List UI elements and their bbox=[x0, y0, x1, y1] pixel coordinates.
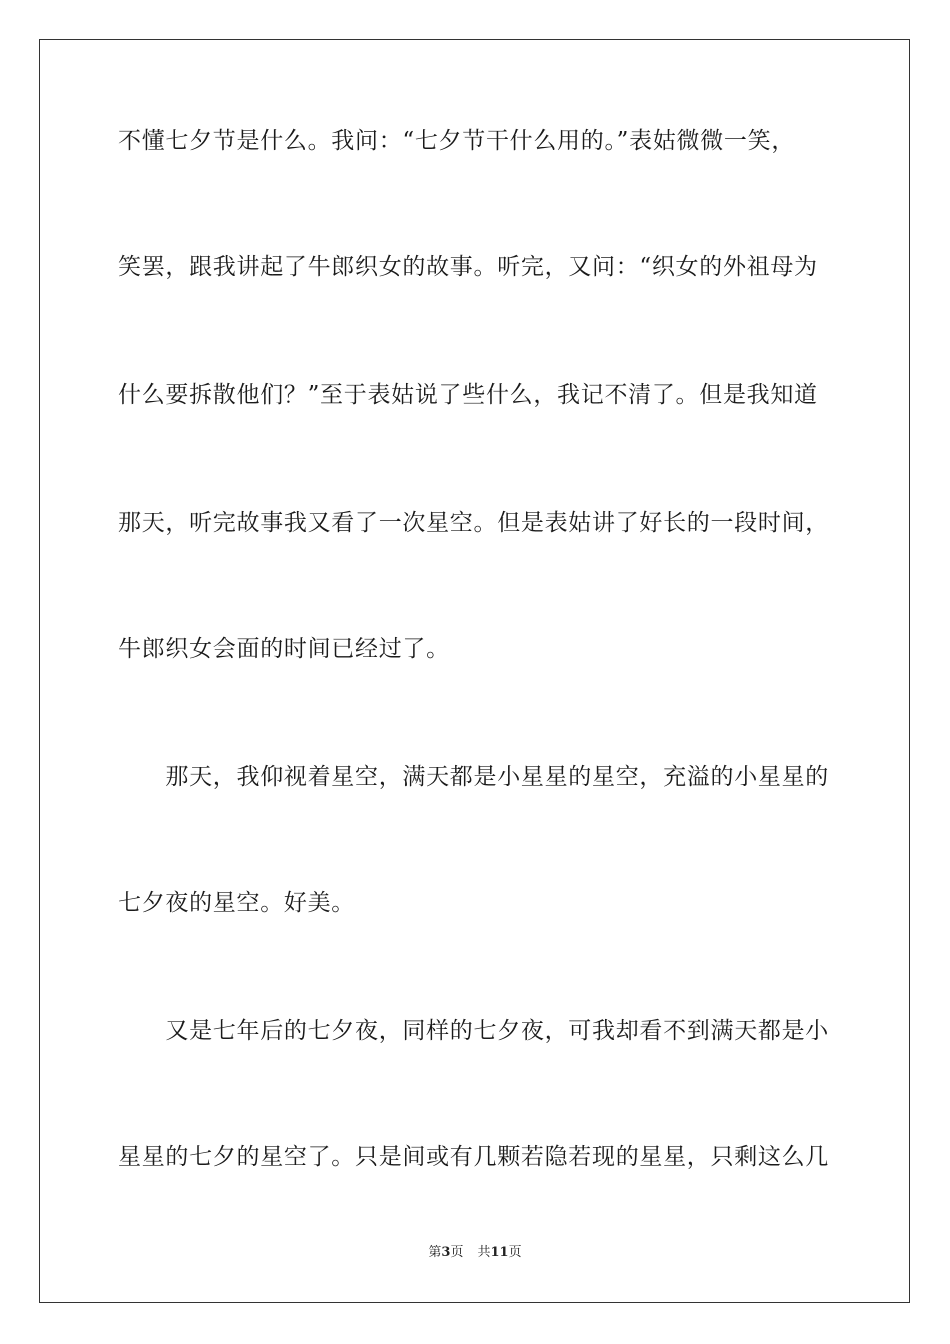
text-line: 牛郎织女会面的时间已经过了。 bbox=[118, 636, 450, 662]
page-prefix: 第 bbox=[428, 1245, 442, 1260]
page-frame bbox=[39, 39, 910, 1303]
page-footer bbox=[0, 1244, 950, 1262]
text-line: 那天，听完故事我又看了一次星空。但是表姑讲了好长的一段时间， bbox=[118, 510, 829, 536]
total-prefix: 共 bbox=[477, 1245, 491, 1260]
total-page-number: 11 bbox=[490, 1245, 509, 1260]
text-line: 星星的七夕的星空了。只是间或有几颗若隐若现的星星，只剩这么几 bbox=[118, 1144, 829, 1170]
page-unit: 页 bbox=[450, 1245, 464, 1260]
text-line: 笑罢，跟我讲起了牛郎织女的故事。听完，又问：“织女的外祖母为 bbox=[118, 254, 818, 280]
text-line: 那天，我仰视着星空，满天都是小星星的星空，充溢的小星星的 bbox=[118, 764, 829, 790]
total-unit: 页 bbox=[508, 1245, 522, 1260]
text-line: 不懂七夕节是什么。我问：“七夕节干什么用的。”表姑微微一笑， bbox=[118, 128, 796, 154]
text-line: 什么要拆散他们？”至于表姑说了些什么，我记不清了。但是我知道 bbox=[118, 382, 818, 408]
current-page-number: 3 bbox=[441, 1245, 451, 1260]
text-line: 七夕夜的星空。好美。 bbox=[118, 890, 355, 916]
text-line: 又是七年后的七夕夜，同样的七夕夜，可我却看不到满天都是小 bbox=[118, 1018, 829, 1044]
